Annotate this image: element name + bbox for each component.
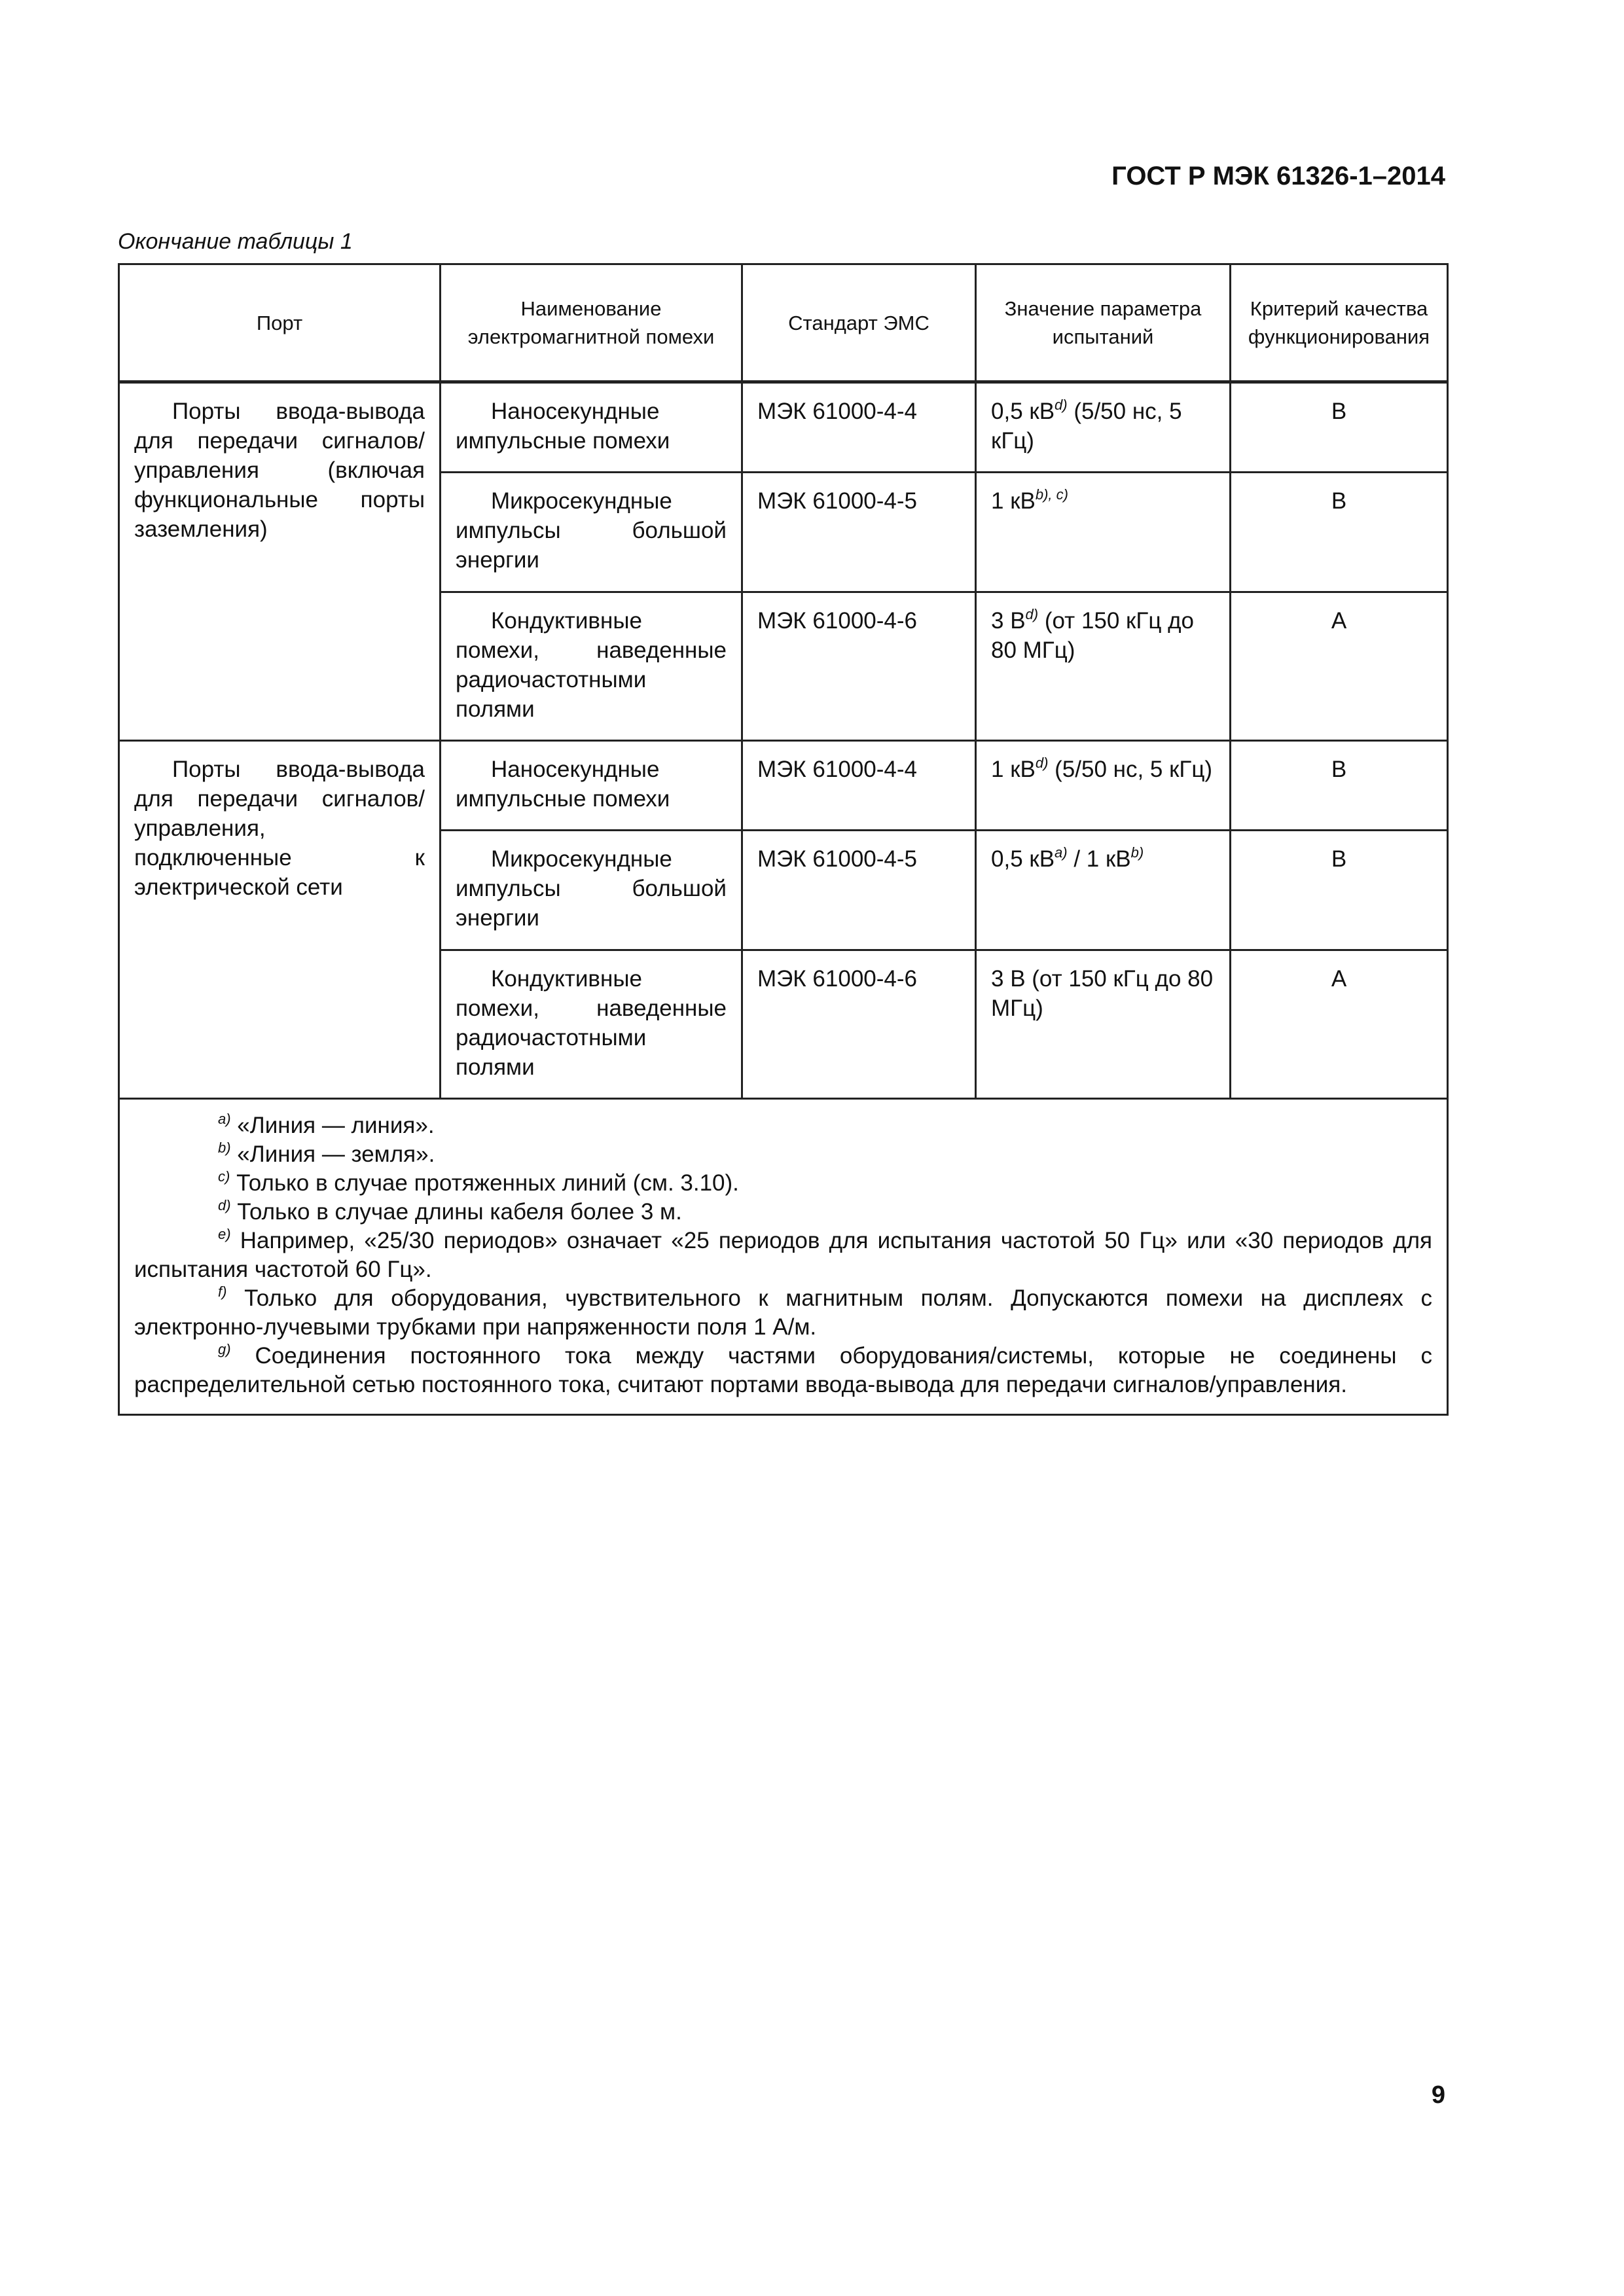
disturbance-name-cell <box>441 950 742 1099</box>
test-value: 1 кВ <box>991 488 1036 514</box>
criterion-cell: A <box>1231 950 1448 1099</box>
column-header: Значение параметра испытаний <box>976 264 1231 382</box>
disturbance-name-cell <box>441 473 742 592</box>
test-value-rest: (от 150 кГц до 80 МГц) <box>991 608 1194 663</box>
disturbance-name: Микросекундные импульсы большой энергии <box>456 488 727 573</box>
footnote-mark: d) <box>218 1197 231 1213</box>
footnote <box>134 1169 1432 1198</box>
test-value-cell <box>976 831 1231 950</box>
footnote-ref: d) <box>1025 606 1039 622</box>
test-value: 1 кВ <box>991 757 1036 782</box>
footnote-ref: a) <box>1055 844 1068 861</box>
footnote-mark: f) <box>218 1283 227 1300</box>
test-value-cell <box>976 741 1231 831</box>
column-header: Критерий качества функционирования <box>1231 264 1448 382</box>
footnote-text: «Линия — земля». <box>237 1141 435 1167</box>
footnote-text: Только в случае длины кабеля более 3 м. <box>237 1199 682 1225</box>
footnote-mark: e) <box>218 1226 231 1242</box>
test-value-cell <box>976 950 1231 1099</box>
footnote-ref: d) <box>1035 755 1049 771</box>
disturbance-name: Наносекундные импульсные помехи <box>456 757 670 812</box>
footnote <box>134 1342 1432 1399</box>
emc-test-table <box>118 263 1449 1416</box>
footnote-mark: g) <box>218 1341 231 1357</box>
footnote <box>134 1198 1432 1227</box>
test-value-rest: / <box>1067 846 1087 872</box>
emc-standard-cell: МЭК 61000-4-4 <box>742 741 976 831</box>
criterion-cell: B <box>1231 831 1448 950</box>
test-value-cell <box>976 382 1231 473</box>
criterion-cell: B <box>1231 382 1448 473</box>
port-text: Порты ввода-вывода для передачи сигналов/ управления (включая функциональные порты заземления) <box>134 399 425 542</box>
footnote-ref: d) <box>1055 397 1068 413</box>
footnote-ref: b) <box>1130 844 1144 861</box>
footnote-mark: b) <box>218 1139 231 1156</box>
table-row <box>119 382 1448 473</box>
port-cell <box>119 741 441 1099</box>
emc-standard-cell: МЭК 61000-4-5 <box>742 473 976 592</box>
column-header: Стандарт ЭМС <box>742 264 976 382</box>
test-value: 3 В <box>991 608 1026 634</box>
test-value-rest: (5/50 нс, 5 кГц) <box>991 399 1182 454</box>
column-header: Порт <box>119 264 441 382</box>
footnote <box>134 1111 1432 1140</box>
test-value-second: 1 кВ <box>1086 846 1131 872</box>
emc-standard-cell: МЭК 61000-4-4 <box>742 382 976 473</box>
footnote-text: Например, «25/30 периодов» означает «25 периодов для испытания частотой 50 Гц» или «30 периодов для испытания частотой 60 Гц». <box>134 1228 1432 1282</box>
page-number: 9 <box>1431 2081 1445 2109</box>
criterion-cell: B <box>1231 473 1448 592</box>
table-row <box>119 741 1448 831</box>
emc-standard-cell: МЭК 61000-4-6 <box>742 592 976 741</box>
emc-standard-cell: МЭК 61000-4-6 <box>742 950 976 1099</box>
footnotes-cell <box>119 1099 1448 1415</box>
footnote <box>134 1284 1432 1342</box>
column-header: Наименование электромагнитной помехи <box>441 264 742 382</box>
disturbance-name: Кондуктивные помехи, наведенные радиочастотными полями <box>456 608 727 722</box>
footnote-ref: b), c) <box>1035 486 1068 503</box>
disturbance-name-cell <box>441 741 742 831</box>
port-text: Порты ввода-вывода для передачи сигналов/управления, подключенные к электрической сети <box>134 757 425 900</box>
footnote-mark: a) <box>218 1111 231 1127</box>
disturbance-name-cell <box>441 592 742 741</box>
test-value-rest: (5/50 нс, 5 кГц) <box>1048 757 1213 782</box>
test-value: 0,5 кВ <box>991 846 1055 872</box>
document-code: ГОСТ Р МЭК 61326-1–2014 <box>1111 162 1445 190</box>
footnote-text: «Линия — линия». <box>237 1113 435 1138</box>
test-value-cell <box>976 592 1231 741</box>
emc-standard-cell: МЭК 61000-4-5 <box>742 831 976 950</box>
disturbance-name-cell <box>441 382 742 473</box>
test-value: 0,5 кВ <box>991 399 1055 424</box>
test-value: 3 В (от 150 кГц до 80 МГц) <box>991 966 1214 1021</box>
criterion-cell: B <box>1231 741 1448 831</box>
port-cell <box>119 382 441 741</box>
footnote-text: Только для оборудования, чувствительного к магнитным полям. Допускаются помехи на дисплеях с электронно-лучевыми трубками при напряженности поля 1 А/м. <box>134 1285 1432 1340</box>
disturbance-name: Кондуктивные помехи, наведенные радиочастотными полями <box>456 966 727 1080</box>
footnote-text: Соединения постоянного тока между частями оборудования/системы, которые не соединены с распределительной сетью постоянного тока, считают портами ввода-вывода для передачи сигналов/управления. <box>134 1343 1432 1397</box>
footnote <box>134 1227 1432 1284</box>
footnote <box>134 1140 1432 1169</box>
criterion-cell: A <box>1231 592 1448 741</box>
footnotes-row <box>119 1099 1448 1415</box>
table-header-row <box>119 264 1448 382</box>
disturbance-name: Микросекундные импульсы большой энергии <box>456 846 727 931</box>
footnote-text: Только в случае протяженных линий (см. 3.10). <box>236 1170 739 1196</box>
table-caption: Окончание таблицы 1 <box>118 229 353 254</box>
disturbance-name-cell <box>441 831 742 950</box>
disturbance-name: Наносекундные импульсные помехи <box>456 399 670 454</box>
test-value-cell <box>976 473 1231 592</box>
footnote-mark: c) <box>218 1168 230 1185</box>
